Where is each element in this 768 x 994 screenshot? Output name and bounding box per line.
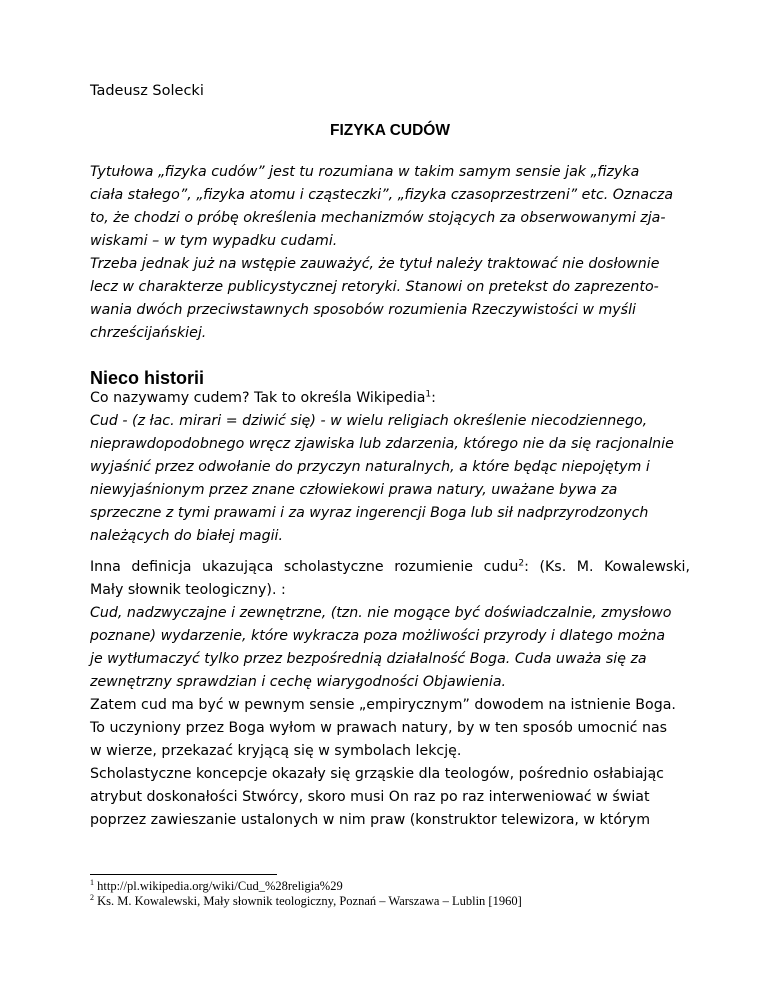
author-name: Tadeusz Solecki [90,83,204,99]
text-line: Cud, nadzwyczajne i zewnętrzne, (tzn. nie mogące być doświadczalnie, zmysłowo [90,605,672,621]
footnote-number: 2 [90,892,94,902]
text-line: w wierze, przekazać kryjącą się w symbolach lekcję. [90,743,462,759]
text-line: niewyjaśnionym przez znane człowiekowi prawa natury, uważane bywa za [90,482,618,498]
text-line: chrześcijańskiej. [90,325,207,341]
text-line: wiskami – w tym wypadku cudami. [90,233,338,249]
text-line: poznane) wydarzenie, które wykracza poza możliwości przyrody i dlatego można [90,628,666,644]
text-line: Zatem cud ma być w pewnym sensie „empirycznym” dowodem na istnienie Boga. [90,697,676,713]
intro-paragraph-1 [90,161,690,253]
section-heading: Nieco historii [90,368,205,388]
footnote-link[interactable]: http://pl.wikipedia.org/wiki/Cud_%28religia%29 [97,879,343,893]
text-line: Cud - (z łac. mirari = dziwić się) - w wielu religiach określenie niecodziennego, [90,413,648,429]
text-line: Mały słownik teologiczny). : [90,582,286,598]
text-line: zewnętrzny sprawdzian i cechę wiarygodności Objawienia. [90,674,507,690]
text-line: wania dwóch przeciwstawnych sposobów rozumienia Rzeczywistości w myśli [90,302,636,318]
footnote-2 [90,894,522,909]
footnote-number: 1 [90,877,94,887]
footnote-text: Ks. M. Kowalewski, Mały słownik teologiczny, Poznań – Warszawa – Lublin [1960] [97,894,522,908]
body-paragraph [90,694,690,832]
wikipedia-definition [90,410,690,548]
text-line: Trzeba jednak już na wstępie zauważyć, że tytuł należy traktować nie dosłownie [90,256,660,272]
scholastic-definition [90,602,690,694]
text-line: ciała stałego”, „fizyka atomu i cząsteczki”, „fizyka czasoprzestrzeni” etc. Oznacza [90,187,674,203]
text-line: sprzeczne z tymi prawami i za wyraz ingerencji Boga lub sił nadprzyrodzonych [90,505,649,521]
footnote-1 [90,879,343,894]
question-paragraph [90,387,690,410]
intro-paragraph-2 [90,253,690,345]
text-line: Scholastyczne koncepcje okazały się grząskie dla teologów, pośrednio osłabiając [90,766,664,782]
text-line: to, że chodzi o próbę określenia mechanizmów stojących za obserwowanymi zja- [90,210,666,226]
text-line: wyjaśnić przez odwołanie do przyczyn naturalnych, a które będąc niepojętym i [90,459,650,475]
text-line [90,387,690,410]
footnote-ref-2[interactable]: 2 [518,558,525,569]
text-line: lecz w charakterze publicystycznej retoryki. Stanowi on pretekst do zaprezento- [90,279,659,295]
text-line: To uczyniony przez Boga wyłom w prawach natury, by w ten sposób umocnić nas [90,720,668,736]
text-line: poprzez zawieszanie ustalonych w nim praw (konstruktor telewizora, w którym [90,812,651,828]
def-intro-text: Inna definicja ukazująca scholastyczne rozumienie cudu [90,559,519,575]
footnote-ref-1[interactable]: 1 [425,389,432,400]
definition-intro-paragraph [90,556,690,602]
text-line: Tytułowa „fizyka cudów” jest tu rozumiana w takim samym sensie jak „fizyka [90,164,640,180]
def-intro-source: : (Ks. M. Kowalewski, [524,559,690,575]
document-title: FIZYKA CUDÓW [330,122,450,139]
text-line: nieprawdopodobnego wręcz zjawiska lub zdarzenia, którego nie da się racjonalnie [90,436,674,452]
text-line: należących do białej magii. [90,528,283,544]
text-line: je wytłumaczyć tylko przez bezpośrednią działalność Boga. Cuda uważa się za [90,651,647,667]
question-end: : [431,390,436,406]
question-text: Co nazywamy cudem? Tak to określa Wikipedia [90,390,426,406]
text-line [90,556,690,579]
footnote-divider [90,874,277,875]
text-line: atrybut doskonałości Stwórcy, skoro musi On raz po raz interweniować w świat [90,789,650,805]
